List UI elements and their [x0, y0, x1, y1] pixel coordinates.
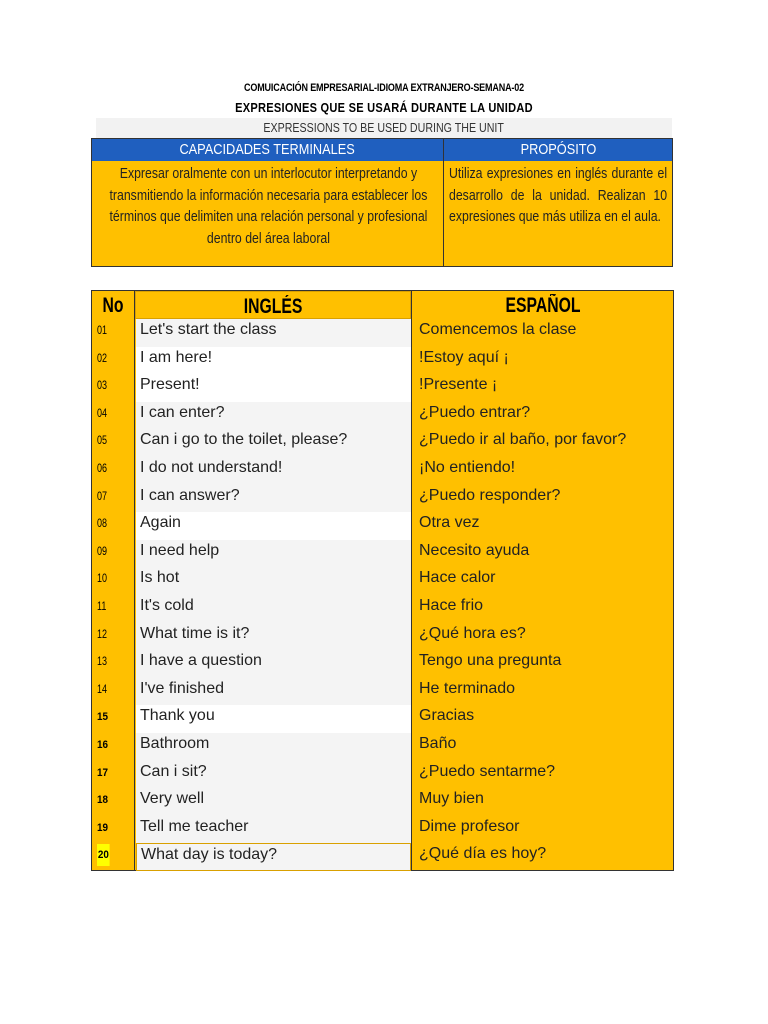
english-cell: Bathroom: [136, 733, 411, 761]
expressions-header-row: [92, 291, 673, 319]
spanish-cell: Tengo una pregunta: [419, 652, 562, 670]
table-row: [92, 678, 673, 706]
english-cell: Very well: [136, 788, 411, 816]
row-number: [92, 319, 134, 347]
row-number: [92, 429, 134, 457]
spanish-cell: ¡No entiendo!: [419, 458, 516, 476]
table-row: [92, 374, 673, 402]
row-number: [92, 623, 134, 651]
capacities-header: CAPACIDADES TERMINALES: [179, 141, 356, 158]
table-row: [92, 650, 673, 678]
row-number-label: 16: [97, 738, 109, 751]
spanish-cell: Muy bien: [419, 790, 484, 808]
spanish-cell: Comencemos la clase: [419, 321, 577, 338]
capacities-table: [91, 138, 673, 267]
page-title: EXPRESIONES QUE SE USARÁ DURANTE LA UNIDAD: [235, 100, 533, 115]
english-cell: Present!: [136, 374, 411, 402]
english-cell: I am here!: [136, 347, 411, 375]
row-number: [92, 457, 134, 485]
row-number-label: 11: [97, 598, 107, 613]
spanish-cell: ¿Puedo sentarme?: [419, 762, 556, 780]
row-number-label: 14: [97, 681, 108, 696]
row-number-label: 04: [97, 405, 108, 420]
english-cell: Let's start the class: [136, 319, 411, 347]
capacities-divider: [443, 139, 444, 266]
capacities-text: Expresar oralmente con un interlocutor interpretando y transmitiendo la información necesaria para establecer los términos que delimiten una relación personal y profesional dentro del área laboral: [109, 165, 428, 247]
table-row: [92, 347, 673, 375]
english-cell: Thank you: [136, 705, 411, 733]
row-number: [92, 650, 134, 678]
spanish-cell: Necesito ayuda: [419, 541, 530, 559]
row-number: [92, 733, 134, 761]
english-cell: I can enter?: [136, 402, 411, 430]
row-number: [92, 485, 134, 513]
table-row: [92, 457, 673, 485]
row-number-label: 06: [97, 460, 108, 475]
row-number-label: 01: [97, 323, 108, 337]
table-row: [92, 705, 673, 733]
english-cell: I need help: [136, 540, 411, 568]
spanish-cell: ¿Puedo responder?: [419, 486, 561, 504]
page-subtitle: EXPRESSIONS TO BE USED DURING THE UNIT: [96, 118, 672, 138]
row-number-label: 02: [97, 350, 108, 365]
spanish-cell: ¿Qué día es hoy?: [419, 845, 547, 863]
english-cell: I have a question: [136, 650, 411, 678]
english-cell: It's cold: [136, 595, 411, 623]
row-number-label: 17: [97, 766, 109, 779]
spanish-cell: ¿Qué hora es?: [419, 624, 526, 642]
table-row: [92, 733, 673, 761]
english-cell: Can i sit?: [136, 761, 411, 789]
english-cell: Tell me teacher: [136, 816, 411, 844]
table-row: [92, 567, 673, 595]
english-cell: What time is it?: [136, 623, 411, 651]
english-cell: I can answer?: [136, 485, 411, 513]
spanish-cell: Hace frio: [419, 596, 484, 614]
spanish-cell: He terminado: [419, 679, 516, 697]
table-row: [92, 761, 673, 789]
table-row: [92, 319, 673, 347]
row-number: [92, 374, 134, 402]
row-number: [92, 595, 134, 623]
spanish-cell: ¿Puedo ir al baño, por favor?: [419, 431, 627, 449]
spanish-cell: Hace calor: [419, 569, 496, 587]
english-cell: What day is today?: [136, 843, 411, 871]
row-number: [92, 761, 134, 789]
english-cell: I've finished: [136, 678, 411, 706]
english-cell: Again: [136, 512, 411, 540]
table-row: [92, 429, 673, 457]
row-number: [92, 567, 134, 595]
header-english: INGLÉS: [135, 291, 411, 319]
row-number: [92, 788, 134, 816]
spanish-cell: Gracias: [419, 707, 475, 725]
english-cell: Can i go to the toilet, please?: [136, 429, 411, 457]
english-cell: I do not understand!: [136, 457, 411, 485]
table-row: [92, 843, 673, 871]
expressions-table: [91, 290, 674, 871]
spanish-cell: !Estoy aquí ¡: [419, 348, 509, 366]
spanish-cell: Baño: [419, 734, 457, 752]
row-number-label: 05: [97, 433, 108, 448]
row-number: [92, 678, 134, 706]
header-no: No: [102, 294, 124, 317]
expressions-rows: [92, 319, 673, 871]
table-row: [92, 816, 673, 844]
english-cell: Is hot: [136, 567, 411, 595]
spanish-cell: Otra vez: [419, 514, 480, 532]
row-number: [92, 540, 134, 568]
table-row: [92, 512, 673, 540]
row-number-label: 19: [97, 821, 109, 834]
table-row: [92, 540, 673, 568]
spanish-cell: Dime profesor: [419, 817, 520, 835]
table-row: [92, 595, 673, 623]
spanish-cell: ¿Puedo entrar?: [419, 403, 531, 421]
row-number-label: 10: [97, 571, 108, 586]
row-number: [92, 705, 134, 733]
table-row: [92, 485, 673, 513]
row-number: [92, 512, 134, 540]
spanish-cell: !Presente ¡: [419, 376, 498, 394]
row-number: [92, 816, 134, 844]
row-number-label: 09: [97, 543, 108, 558]
row-number-label: 12: [97, 626, 108, 641]
row-number: [92, 347, 134, 375]
table-row: [92, 623, 673, 651]
row-number-label: 15: [97, 711, 109, 724]
row-number-label: 07: [97, 488, 108, 503]
purpose-header: PROPÓSITO: [520, 141, 596, 158]
row-number-label: 08: [97, 516, 108, 531]
table-row: [92, 402, 673, 430]
row-number-label: 18: [97, 794, 109, 807]
header-spanish: ESPAÑOL: [505, 294, 580, 317]
purpose-text: Utiliza expresiones en inglés durante el desarrollo de la unidad. Realizan 10 expresiones que más utiliza en el aula.: [449, 165, 668, 225]
capacities-header-row: [92, 139, 672, 161]
row-number-label: 20: [97, 844, 110, 866]
table-row: [92, 788, 673, 816]
course-title: COMUICACIÓN EMPRESARIAL-IDIOMA EXTRANJERO-SEMANA-02: [244, 82, 524, 94]
row-number: [92, 402, 134, 430]
row-number-label: 03: [97, 378, 108, 393]
row-number: [92, 843, 134, 871]
row-number-label: 13: [97, 654, 108, 669]
